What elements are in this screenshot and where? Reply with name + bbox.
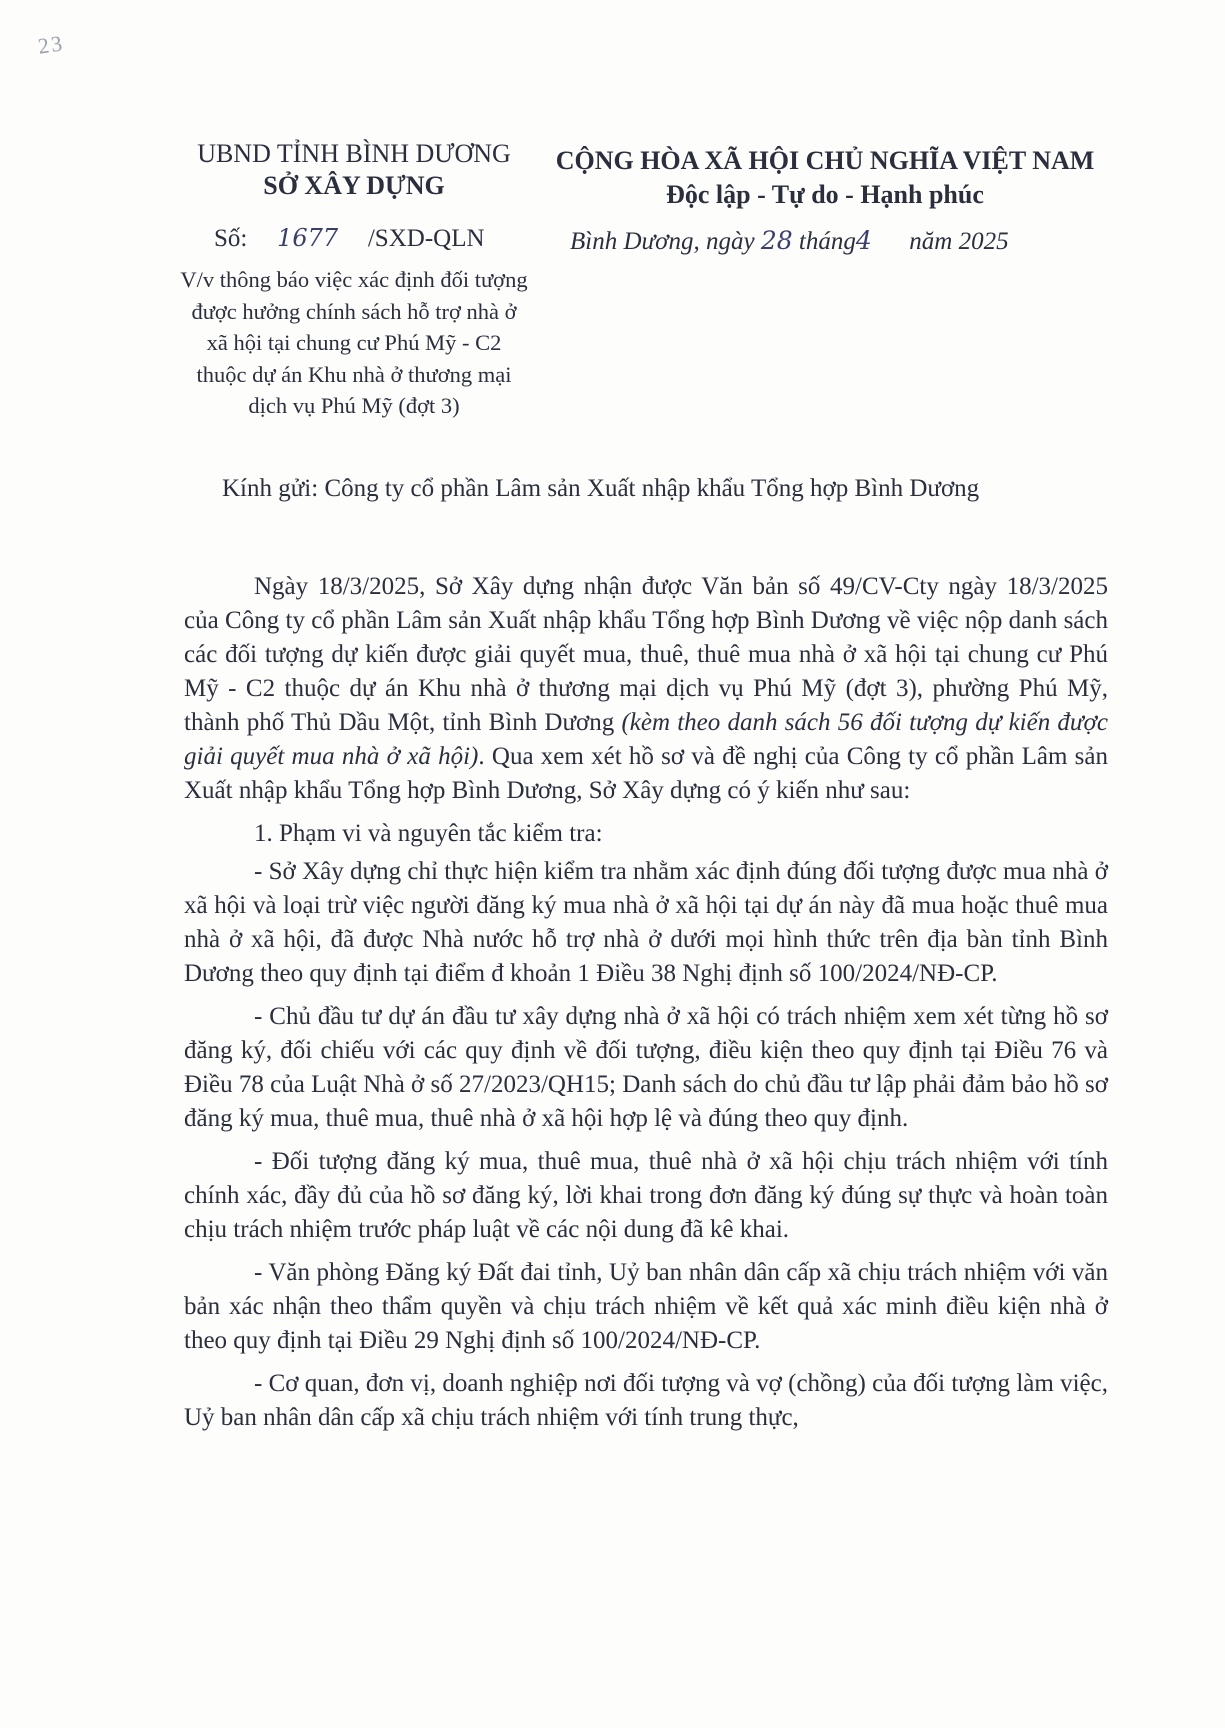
national-motto: Độc lập - Tự do - Hạnh phúc (666, 180, 984, 209)
section-1-title: 1. Phạm vi và nguyên tắc kiểm tra: (254, 820, 603, 847)
salutation: Kính gửi: Công ty cổ phần Lâm sản Xuất nhập khẩu Tổng hợp Bình Dương (222, 475, 980, 502)
paragraph-2: - Chủ đầu tư dự án đầu tư xây dựng nhà ở xã hội có trách nhiệm xem xét từng hồ sơ đăng ký, đối chiếu với các quy định về đối tượng, điều kiện theo quy định tại Điều 76 và Điều 78 của Luật Nhà ở số 27/2023/QH15; Danh sách do chủ đầu tư lập phải đảm bảo hồ sơ đăng ký mua, thuê mua, thuê nhà ở xã hội hợp lệ và đúng theo quy định. (184, 1003, 1108, 1132)
document-subject: V/v thông báo việc xác định đối tượng được hưởng chính sách hỗ trợ nhà ở xã hội tại chung cư Phú Mỹ - C2 thuộc dự án Khu nhà ở thương mại dịch vụ Phú Mỹ (đợt 3) (180, 267, 528, 418)
date-year: năm 2025 (909, 228, 1009, 255)
document-body (184, 570, 1108, 1444)
paragraph-3: - Đối tượng đăng ký mua, thuê mua, thuê nhà ở xã hội chịu trách nhiệm với tính chính xác, đầy đủ của hồ sơ đăng ký, lời khai trong đơn đăng ký đúng sự thực và hoàn toàn chịu trách nhiệm trước pháp luật về các nội dung đã kê khai. (184, 1148, 1108, 1243)
agency-name: UBND TỈNH BÌNH DƯƠNG (197, 139, 511, 168)
document-number (214, 224, 485, 253)
intro-text-part1: Ngày 18/3/2025, Sở Xây dựng nhận được Văn bản số 49/CV-Cty ngày 18/3/2025 của Công ty cổ phần Lâm sản Xuất nhập khẩu Tổng hợp Bình Dương về việc nộp danh sách các đối tượng dự kiến được giải quyết mua, thuê, thuê mua nhà ở xã hội tại chung cư Phú Mỹ - C2 thuộc dự án Khu nhà ở thương mại dịch vụ Phú Mỹ (đợt 3), phường Phú Mỹ, thành phố Thủ Dầu Một, tỉnh Bình Dương (184, 573, 1108, 736)
national-header-block (540, 144, 1110, 213)
paragraph-1: - Sở Xây dựng chỉ thực hiện kiểm tra nhằm xác định đúng đối tượng được mua nhà ở xã hội và loại trừ việc người đăng ký mua nhà ở xã hội tại dự án này đã mua hoặc thuê mua nhà ở xã hội, đã được Nhà nước hỗ trợ nhà ở dưới mọi hình thức trên địa bàn tỉnh Bình Dương theo quy định tại điểm đ khoản 1 Điều 38 Nghị định số 100/2024/NĐ-CP. (184, 858, 1108, 987)
intro-text-part2: . Qua xem xét hồ sơ và đề nghị của Công ty cổ phần Lâm sản Xuất nhập khẩu Tổng hợp Bình Dương, Sở Xây dựng có ý kiến như sau: (184, 743, 1109, 804)
intro-italic-note: (kèm theo danh sách 56 đối tượng dự kiến được giải quyết mua nhà ở xã hội) (184, 709, 1108, 770)
corner-handwritten-mark: 23 (36, 30, 66, 59)
nation-title: CỘNG HÒA XÃ HỘI CHỦ NGHĨA VIỆT NAM (555, 146, 1095, 175)
date-month-label: tháng (798, 228, 856, 255)
department-name: SỞ XÂY DỰNG (263, 171, 445, 200)
issuing-agency-block (178, 138, 530, 202)
date-place-day: Bình Dương, ngày (570, 228, 755, 255)
document-number-suffix: /SXD-QLN (367, 225, 485, 252)
handwritten-document-number: 1677 (277, 224, 339, 252)
issue-date (570, 226, 1009, 256)
document-number-prefix: Số: (214, 225, 248, 252)
intro-paragraph (184, 570, 1108, 808)
paragraph-5: - Cơ quan, đơn vị, doanh nghiệp nơi đối tượng và vợ (chồng) của đối tượng làm việc, Uỷ ban nhân dân cấp xã chịu trách nhiệm với tính trung thực, (184, 1370, 1108, 1431)
paragraph-4: - Văn phòng Đăng ký Đất đai tỉnh, Uỷ ban nhân dân cấp xã chịu trách nhiệm với văn bản xác nhận theo thẩm quyền và chịu trách nhiệm về kết quả xác minh điều kiện nhà ở theo quy định tại Điều 29 Nghị định số 100/2024/NĐ-CP. (184, 1259, 1108, 1354)
handwritten-month: 4 (855, 226, 872, 255)
handwritten-day: 28 (760, 226, 793, 255)
